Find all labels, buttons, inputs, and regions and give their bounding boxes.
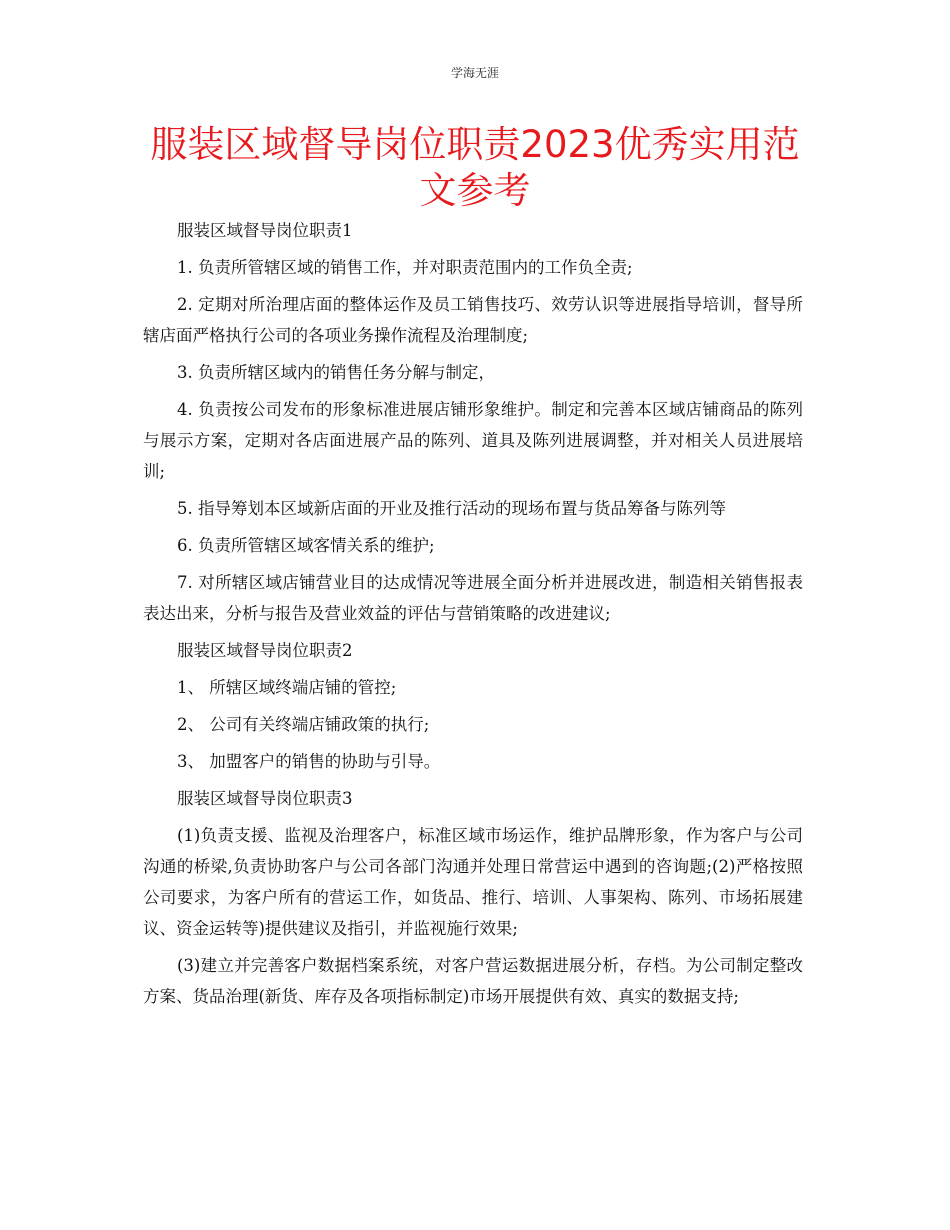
document-title: 服装区域督导岗位职责2023优秀实用范文参考	[150, 123, 800, 212]
paragraph: 2. 定期对所治理店面的整体运作及员工销售技巧、效劳认识等进展指导培训，督导所辖店面严格执行公司的各项业务操作流程及治理制度;	[143, 295, 803, 345]
paragraph: 3. 负责所辖区域内的销售任务分解与制定，	[177, 363, 495, 382]
section-heading-2: 服装区域督导岗位职责2	[177, 641, 353, 660]
paragraph: 3、 加盟客户的销售的协助与引导。	[177, 752, 441, 771]
paragraph: (3)建立并完善客户数据档案系统，对客户营运数据进展分析，存档。为公司制定整改方案、货品治理(新货、库存及各项指标制定)市场开展提供有效、真实的数据支持;	[143, 956, 803, 1006]
paragraph: 2、 公司有关终端店铺政策的执行;	[177, 715, 430, 734]
section-heading-1: 服装区域督导岗位职责1	[177, 221, 353, 240]
paragraph: 7. 对所辖区域店铺营业目的达成情况等进展全面分析并进展改进，制造相关销售报表表达出来，分析与报告及营业效益的评估与营销策略的改进建议;	[143, 573, 803, 623]
paragraph: (1)负责支援、监视及治理客户，标准区域市场运作，维护品牌形象，作为客户与公司沟通的桥梁,负责协助客户与公司各部门沟通并处理日常营运中遇到的咨询题;(2)严格按照公司要求，为客户所有的营运工作，如货品、推行、培训、人事架构、陈列、市场拓展建议、资金运转等)提供建议及指引，并监视施行效果;	[143, 826, 803, 938]
page-header: 学海无涯	[450, 66, 499, 80]
paragraph: 1、 所辖区域终端店铺的管控;	[177, 678, 397, 697]
paragraph: 1. 负责所管辖区域的销售工作，并对职责范围内的工作负全责;	[177, 258, 633, 277]
document-body	[143, 215, 803, 1012]
section-heading-3: 服装区域督导岗位职责3	[177, 789, 353, 808]
paragraph: 5. 指导筹划本区域新店面的开业及推行活动的现场布置与货品筹备与陈列等	[177, 499, 726, 518]
paragraph: 6. 负责所管辖区域客情关系的维护;	[177, 536, 435, 555]
paragraph: 4. 负责按公司发布的形象标准进展店铺形象维护。制定和完善本区域店铺商品的陈列与展示方案，定期对各店面进展产品的陈列、道具及陈列进展调整，并对相关人员进展培训;	[143, 400, 803, 481]
